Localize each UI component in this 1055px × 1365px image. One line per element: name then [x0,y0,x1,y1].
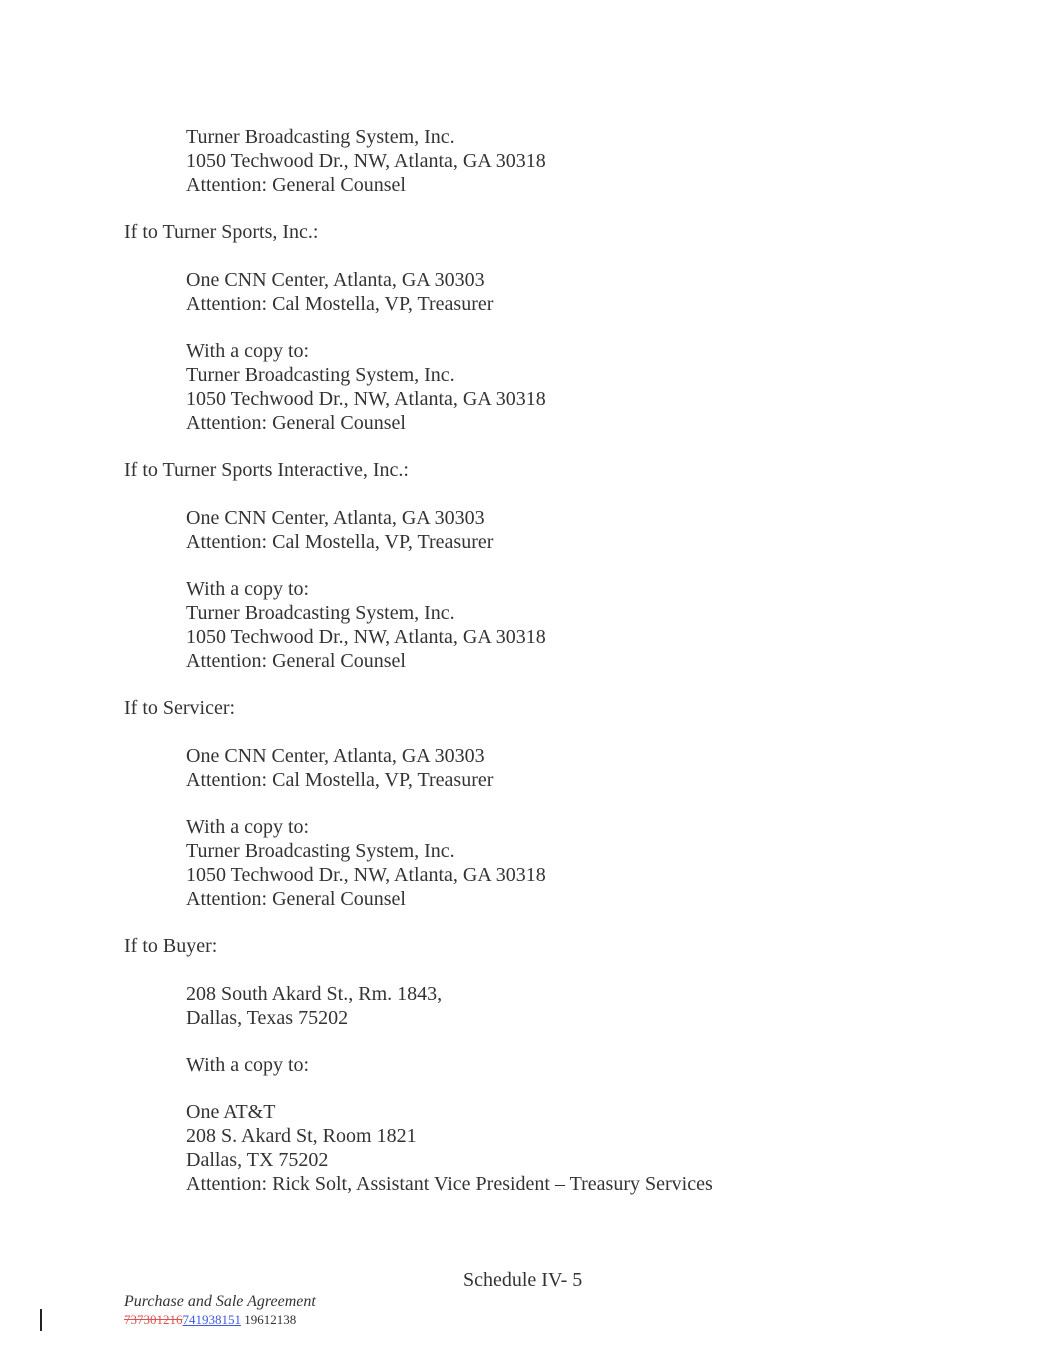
interactive-copy-company: Turner Broadcasting System, Inc. [186,602,455,624]
servicer-copy-address: 1050 Techwood Dr., NW, Atlanta, GA 30318 [186,864,546,886]
servicer-heading: If to Servicer: [124,697,236,719]
footer-title: Purchase and Sale Agreement [124,1293,316,1310]
buyer-copy-attention: Attention: Rick Solt, Assistant Vice President – Treasury Services [186,1173,713,1195]
interactive-copy-label: With a copy to: [186,578,310,600]
servicer-copy-label: With a copy to: [186,816,310,838]
sports-copy-attention: Attention: General Counsel [186,412,406,434]
buyer-copy-line2: 208 S. Akard St, Room 1821 [186,1125,417,1147]
buyer-heading: If to Buyer: [124,935,218,957]
page-number: Schedule IV- 5 [463,1269,583,1291]
buyer-address-line1: 208 South Akard St., Rm. 1843, [186,983,443,1005]
interactive-attention: Attention: Cal Mostella, VP, Treasurer [186,531,494,553]
buyer-copy-label: With a copy to: [186,1054,310,1076]
sports-copy-address: 1050 Techwood Dr., NW, Atlanta, GA 30318 [186,388,546,410]
buyer-copy-line3: Dallas, TX 75202 [186,1149,329,1171]
servicer-attention: Attention: Cal Mostella, VP, Treasurer [186,769,494,791]
document-id-line [124,1312,296,1328]
interactive-heading: If to Turner Sports Interactive, Inc.: [124,459,409,481]
servicer-copy-company: Turner Broadcasting System, Inc. [186,840,455,862]
servicer-address: One CNN Center, Atlanta, GA 30303 [186,745,485,767]
interactive-address: One CNN Center, Atlanta, GA 30303 [186,507,485,529]
top-attention: Attention: General Counsel [186,174,406,196]
buyer-address-line2: Dallas, Texas 75202 [186,1007,349,1029]
sports-address: One CNN Center, Atlanta, GA 30303 [186,269,485,291]
top-address: 1050 Techwood Dr., NW, Atlanta, GA 30318 [186,150,546,172]
sports-copy-label: With a copy to: [186,340,310,362]
top-company: Turner Broadcasting System, Inc. [186,126,455,148]
revision-change-bar [40,1309,42,1331]
doc-id-current: 19612138 [244,1312,297,1327]
sports-heading: If to Turner Sports, Inc.: [124,221,319,243]
doc-id-deleted: 737301216 [124,1312,183,1327]
sports-copy-company: Turner Broadcasting System, Inc. [186,364,455,386]
buyer-copy-line1: One AT&T [186,1101,276,1123]
servicer-copy-attention: Attention: General Counsel [186,888,406,910]
sports-attention: Attention: Cal Mostella, VP, Treasurer [186,293,494,315]
interactive-copy-attention: Attention: General Counsel [186,650,406,672]
doc-id-inserted: 741938151 [182,1312,241,1327]
interactive-copy-address: 1050 Techwood Dr., NW, Atlanta, GA 30318 [186,626,546,648]
